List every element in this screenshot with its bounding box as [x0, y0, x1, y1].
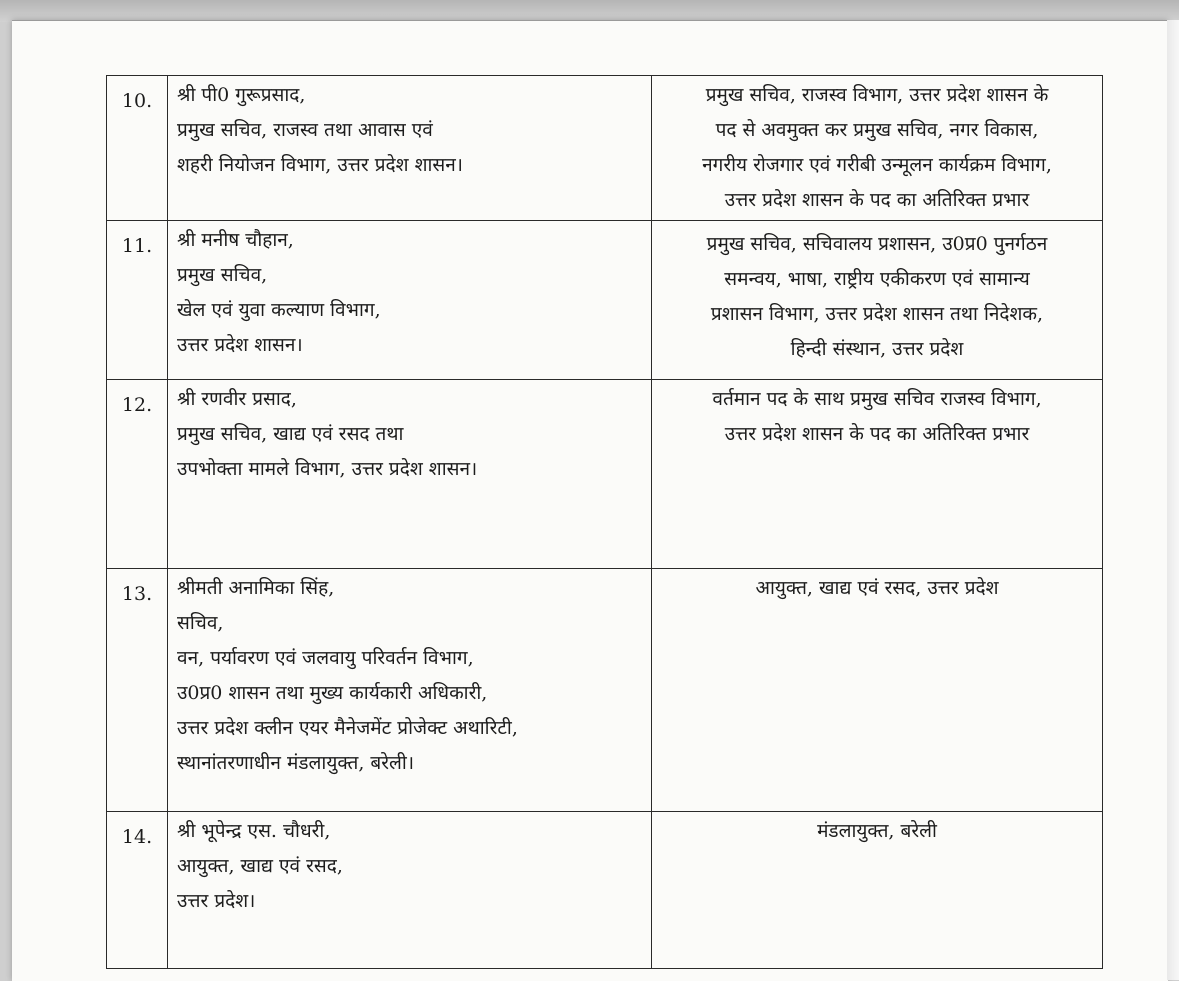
posting-line: आयुक्त, खाद्य एवं रसद, उत्तर प्रदेश: [755, 577, 999, 599]
officer-line: वन, पर्यावरण एवं जलवायु परिवर्तन विभाग,: [177, 647, 474, 669]
officer-line: प्रमुख सचिव,: [177, 264, 268, 286]
scan-top-edge: [0, 0, 1179, 22]
posting-line: समन्वय, भाषा, राष्ट्रीय एकीकरण एवं सामान्य: [724, 268, 1030, 290]
posting-line: उत्तर प्रदेश शासन के पद का अतिरिक्त प्रभार: [724, 189, 1030, 211]
posting-line: प्रशासन विभाग, उत्तर प्रदेश शासन तथा निदेशक,: [710, 303, 1044, 325]
table-row: [107, 221, 1103, 380]
posting-line: पद से अवमुक्त कर प्रमुख सचिव, नगर विकास,: [715, 119, 1039, 141]
officer-details: [168, 812, 652, 969]
officer-line: उत्तर प्रदेश शासन।: [177, 334, 303, 356]
posting-line: उत्तर प्रदेश शासन के पद का अतिरिक्त प्रभार: [724, 423, 1030, 445]
serial-number: 10.: [107, 76, 168, 221]
officer-line: श्री पी0 गुरूप्रसाद,: [177, 84, 306, 106]
officer-details: [168, 380, 652, 569]
serial-number: 14.: [107, 812, 168, 969]
new-posting: [652, 569, 1103, 812]
officer-line: उ0प्र0 शासन तथा मुख्य कार्यकारी अधिकारी,: [177, 682, 488, 704]
table-row: [107, 569, 1103, 812]
officer-line: सचिव,: [177, 612, 224, 634]
table-row: [107, 76, 1103, 221]
officer-line: आयुक्त, खाद्य एवं रसद,: [177, 855, 343, 877]
new-posting: [652, 380, 1103, 569]
officer-line: उपभोक्ता मामले विभाग, उत्तर प्रदेश शासन।: [177, 458, 478, 480]
new-posting: [652, 76, 1103, 221]
officer-details: [168, 76, 652, 221]
serial-number: 11.: [107, 221, 168, 380]
table-row: [107, 812, 1103, 969]
officer-line: उत्तर प्रदेश क्लीन एयर मैनेजमेंट प्रोजेक्ट अथारिटी,: [177, 717, 518, 739]
officer-details: [168, 221, 652, 380]
officer-line: उत्तर प्रदेश।: [177, 890, 256, 912]
serial-number: 12.: [107, 380, 168, 569]
new-posting: [652, 812, 1103, 969]
posting-line: प्रमुख सचिव, सचिवालय प्रशासन, उ0प्र0 पुनर्गठन: [706, 233, 1048, 255]
officer-line: प्रमुख सचिव, खाद्य एवं रसद तथा: [177, 423, 404, 445]
table-row: [107, 380, 1103, 569]
officer-line: श्रीमती अनामिका सिंह,: [177, 577, 335, 599]
officer-line: खेल एवं युवा कल्याण विभाग,: [177, 299, 381, 321]
transfer-orders-table: [106, 75, 1103, 969]
officer-details: [168, 569, 652, 812]
new-posting: [652, 221, 1103, 380]
posting-line: हिन्दी संस्थान, उत्तर प्रदेश: [790, 338, 964, 360]
officer-line: श्री भूपेन्द्र एस. चौधरी,: [177, 820, 331, 842]
officer-line: शहरी नियोजन विभाग, उत्तर प्रदेश शासन।: [177, 154, 464, 176]
officer-line: प्रमुख सचिव, राजस्व तथा आवास एवं: [177, 119, 433, 141]
posting-line: वर्तमान पद के साथ प्रमुख सचिव राजस्व विभाग,: [712, 388, 1042, 410]
posting-line: मंडलायुक्त, बरेली: [817, 820, 937, 842]
page-right-edge: [1167, 20, 1179, 980]
document-page: [12, 20, 1168, 981]
posting-line: प्रमुख सचिव, राजस्व विभाग, उत्तर प्रदेश शासन के: [705, 84, 1049, 106]
serial-number: 13.: [107, 569, 168, 812]
officer-line: स्थानांतरणाधीन मंडलायुक्त, बरेली।: [177, 752, 415, 774]
posting-line: नगरीय रोजगार एवं गरीबी उन्मूलन कार्यक्रम विभाग,: [702, 154, 1052, 176]
officer-line: श्री रणवीर प्रसाद,: [177, 388, 297, 410]
officer-line: श्री मनीष चौहान,: [177, 229, 294, 251]
